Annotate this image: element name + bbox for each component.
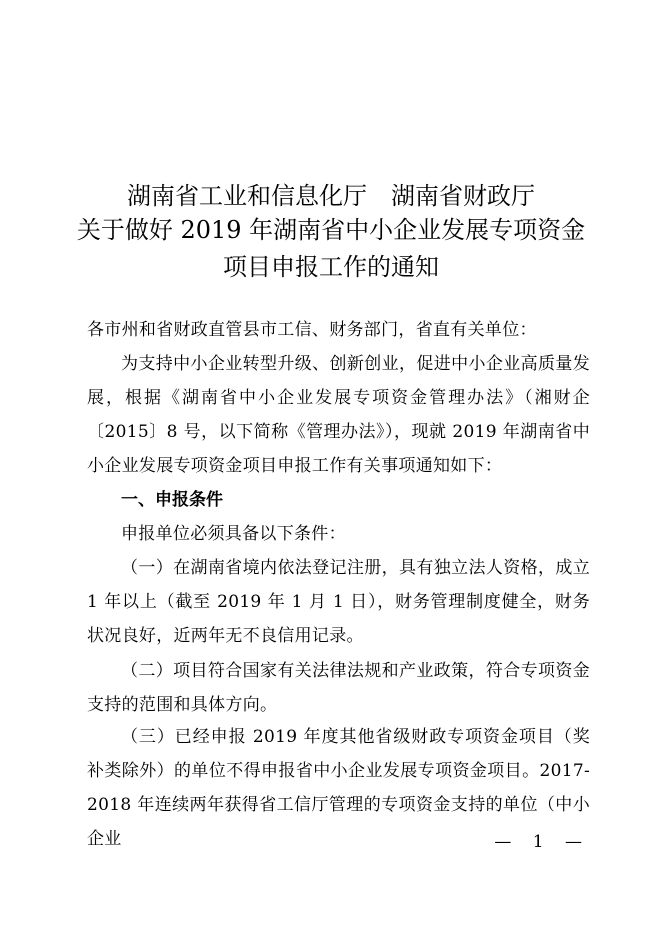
intro-paragraph: 为支持中小企业转型升级、创新创业，促进中小企业高质量发展，根据《湖南省中小企业发展专项资金管理办法》（湘财企〔2015〕8 号，以下简称《管理办法》），现就 2019 年湖南省中小企业发展专项资金项目申报工作有关事项通知如下： <box>87 354 590 476</box>
title-line-1: 湖南省工业和信息化厅 湖南省财政厅 <box>127 182 535 210</box>
requirement-item-3: （三）已经申报 2019 年度其他省级财政专项资金项目（奖补类除外）的单位不得申报省中小企业发展专项资金项目。2017-2018 年连续两年获得省工信厅管理的专项资金支持的单位（中小企业 <box>87 727 590 849</box>
title-line-2: 关于做好 2019 年湖南省中小企业发展专项资金 <box>76 216 586 244</box>
requirement-item-2: （二）项目符合国家有关法律法规和产业政策，符合专项资金支持的范围和具体方向。 <box>87 661 590 715</box>
requirement-intro: 申报单位必须具备以下条件： <box>121 524 346 544</box>
salutation: 各市州和省财政直管县市工信、财务部门，省直有关单位： <box>87 320 537 340</box>
title-line-3: 项目申报工作的通知 <box>223 253 439 281</box>
page-number: — 1 — <box>494 832 590 852</box>
requirement-item-1: （一）在湖南省境内依法登记注册，具有独立法人资格，成立 1 年以上（截至 2019 年 1 月 1 日），财务管理制度健全，财务状况良好，近两年无不良信用记录。 <box>87 558 590 646</box>
section-heading-1: 一、申报条件 <box>121 490 223 510</box>
